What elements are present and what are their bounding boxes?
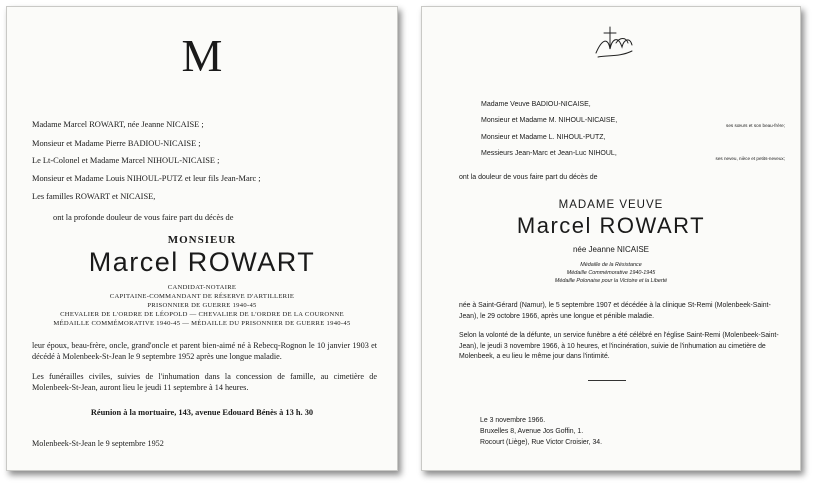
biography-paragraph: leur époux, beau-frère, oncle, grand'oncle et parent bien-aimé né à Rebecq-Rognon le 10 janvier 1903 et décédé à Molenbeek-St-Jean le 9 septembre 1952 après une longue maladie.	[32, 341, 377, 361]
family-line: Monsieur et Madame Louis NIHOUL-PUTZ et leur fils Jean-Marc ;	[32, 174, 261, 183]
deceased-title: MONSIEUR	[167, 234, 237, 246]
credential-line: CAPITAINE-COMMANDANT DE RÉSERVE D'ARTILLERIE	[109, 293, 295, 300]
credential-line: MÉDAILLE COMMÉMORATIVE 1940-45 — MÉDAILLE DU PRISONNIER DE GUERRE 1940-45	[53, 320, 351, 327]
family-line: Madame Marcel ROWART, née Jeanne NICAISE ;	[32, 120, 204, 129]
honor-line: Médaille Polonaise pour la Victoire et la Liberté	[554, 278, 668, 284]
initial-letter: M	[181, 30, 223, 81]
obituary-card-right	[421, 6, 801, 471]
family-line: Madame Veuve BADIOU-NICAISE,	[481, 101, 591, 108]
place-date: Molenbeek-St-Jean le 9 septembre 1952	[32, 439, 164, 448]
notice-date: Le 3 novembre 1966.	[480, 417, 546, 424]
announcement-text: ont la profonde douleur de vous faire part du décès de	[53, 213, 234, 222]
family-line: Les familles ROWART et NICAISE,	[32, 192, 156, 201]
relation-note: ses neveu, nièce et petits-neveux;	[715, 156, 785, 161]
deceased-name: Marcel ROWART	[516, 213, 706, 238]
cross-monogram-icon	[592, 25, 636, 61]
maiden-name: née Jeanne NICAISE	[572, 245, 650, 254]
credential-line: CHEVALIER DE L'ORDRE DE LÉOPOLD — CHEVALIER DE L'ORDRE DE LA COURONNE	[60, 311, 344, 318]
family-line: Monsieur et Madame Pierre BADIOU-NICAISE ;	[32, 139, 201, 148]
address-line: Bruxelles 8, Avenue Jos Goffin, 1.	[480, 428, 584, 435]
address-line: Rocourt (Liège), Rue Victor Croisier, 34.	[480, 439, 603, 446]
deceased-name: Marcel ROWART	[88, 247, 316, 277]
family-line: Monsieur et Madame L. NIHOUL-PUTZ,	[481, 134, 606, 141]
credential-line: CANDIDAT-NOTAIRE	[167, 284, 237, 291]
obituary-card-left	[6, 6, 398, 471]
family-line: Le Lt-Colonel et Madame Marcel NIHOUL-NICAISE ;	[32, 156, 220, 165]
divider	[588, 380, 626, 381]
family-line: Messieurs Jean-Marc et Jean-Luc NIHOUL,	[481, 150, 617, 157]
relation-note: ses sœurs et son beau-frère;	[726, 123, 785, 128]
family-line: Monsieur et Madame M. NIHOUL-NICAISE,	[481, 117, 618, 124]
honor-line: Médaille de la Résistance	[580, 262, 642, 268]
deceased-title: MADAME VEUVE	[558, 199, 664, 211]
honor-line: Médaille Commémorative 1940-1945	[566, 270, 656, 276]
service-paragraph: Selon la volonté de la défunte, un service funèbre a été célébré en l'église Saint-Remi (Molenbeek-Saint-Jean), le jeudi 3 novembre 1966, à 10 heures, et l'incinération, suivie de l'inhumation au cimetière de Molenbeek, a eu lieu le même jour dans l'intimité.	[459, 332, 779, 360]
reunion-line: Réunion à la mortuaire, 143, avenue Edouard Bénès à 13 h. 30	[90, 408, 314, 417]
biography-paragraph: née à Saint-Gérard (Namur), le 5 septembre 1907 et décédée à la clinique St-Remi (Molenbeek-Saint-Jean), le 29 octobre 1966, après une longue et pénible maladie.	[459, 302, 771, 320]
credential-line: PRISONNIER DE GUERRE 1940-45	[147, 302, 257, 309]
funeral-paragraph: Les funérailles civiles, suivies de l'inhumation dans la concession de famille, au cimetière de Molenbeek-St-Jean, auront lieu le jeudi 11 septembre à 14 heures.	[32, 372, 377, 392]
announcement-text: ont la douleur de vous faire part du décès de	[459, 174, 598, 181]
